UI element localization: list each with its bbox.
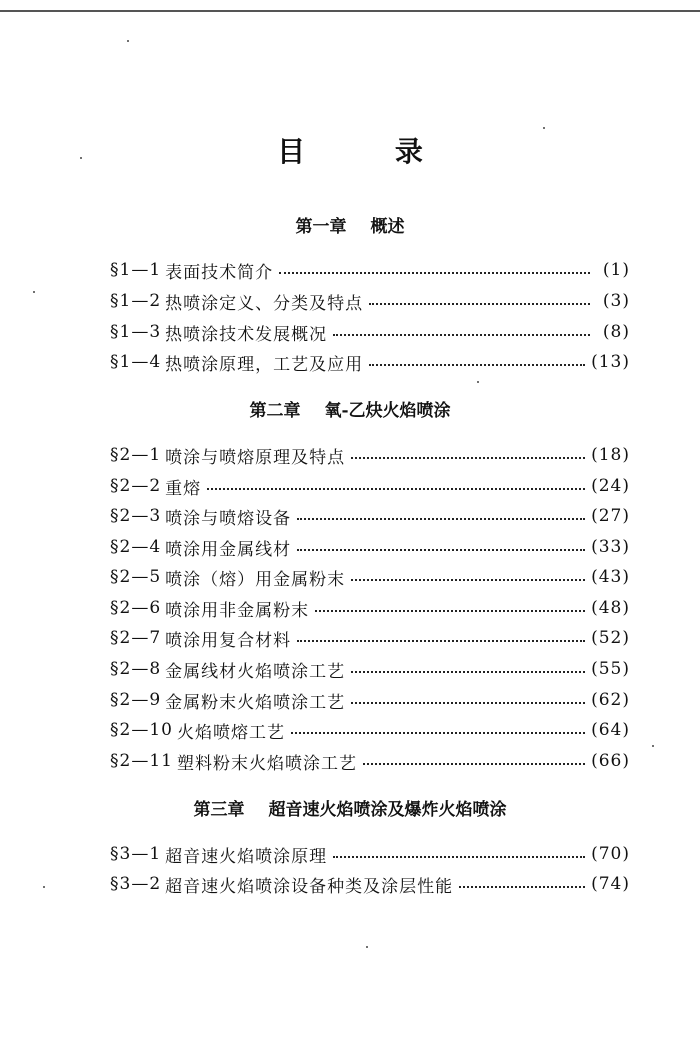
dot-leader [351,670,585,673]
page-title: 目 录 [277,135,463,168]
page-number: (8) [602,322,630,342]
section-title: 喷涂（熔）用金属粉末 [165,569,346,590]
chapter-number: 第三章 [193,800,245,820]
scan-speck [33,291,35,293]
page-number: (24) [591,476,630,496]
scan-speck [127,40,129,42]
section-title: 喷涂与喷熔设备 [165,508,292,529]
section-number: §2—5 [110,567,162,587]
page-number: (70) [591,844,630,864]
page-number: (55) [591,659,630,679]
page-number: (66) [591,751,630,771]
page-number: (48) [591,598,630,618]
section-number: §1—4 [110,352,162,372]
scan-speck [80,157,82,159]
section-number: §2—6 [110,598,162,618]
section-number: §3—2 [110,874,162,894]
top-rule [0,10,700,12]
page-number: (1) [602,260,630,280]
section-title: 金属粉末火焰喷涂工艺 [165,692,346,713]
section-number: §2—8 [110,659,162,679]
toc-entry[interactable] [110,443,630,467]
toc-entry[interactable] [110,535,630,559]
chapter-name: 概述 [370,217,405,237]
section-title: 热喷涂原理，工艺及应用 [165,354,364,375]
section-title: 喷涂用复合材料 [165,630,292,651]
page-number: (13) [591,352,630,372]
chapter-number: 第二章 [249,401,301,421]
dot-leader [297,548,585,551]
section-title: 喷涂用金属线材 [165,539,292,560]
section-number: §2—1 [110,445,162,465]
section-title: 金属线材火焰喷涂工艺 [165,661,346,682]
section-title: 超音速火焰喷涂原理 [165,846,328,867]
section-number: §2—3 [110,506,162,526]
page-number: (52) [591,628,630,648]
page-number: (3) [602,291,630,311]
toc-entry[interactable] [110,504,630,528]
section-title: 喷涂与喷熔原理及特点 [165,447,346,468]
chapter-name: 超音速火焰喷涂及爆炸火焰喷涂 [268,800,507,820]
scan-speck [477,381,479,383]
section-number: §1—1 [110,260,162,280]
toc-entry[interactable] [110,872,630,896]
dot-leader [207,487,585,490]
page-number: (74) [591,874,630,894]
section-number: §1—3 [110,322,162,342]
section-title: 超音速火焰喷涂设备种类及涂层性能 [165,876,454,897]
toc-entry[interactable] [110,258,630,282]
dot-leader [315,609,585,612]
section-number: §2—4 [110,537,162,557]
section-title: 表面技术简介 [165,262,274,283]
dot-leader [369,363,585,366]
dot-leader [363,762,585,765]
chapter-name: 氧-乙炔火焰喷涂 [324,401,451,421]
chapter-heading [0,795,700,820]
toc-entry[interactable] [110,718,630,742]
section-number: §3—1 [110,844,162,864]
section-number: §2—10 [110,720,173,740]
section-title: 塑料粉末火焰喷涂工艺 [176,753,357,774]
toc-entry[interactable] [110,626,630,650]
section-number: §2—11 [110,751,173,771]
toc-entry[interactable] [110,565,630,589]
page-number: (62) [591,690,630,710]
section-number: §2—2 [110,476,162,496]
section-title: 重熔 [165,478,202,499]
dot-leader [279,271,590,274]
section-title: 热喷涂定义、分类及特点 [165,293,364,314]
dot-leader [351,456,585,459]
section-title: 热喷涂技术发展概况 [165,324,328,345]
dot-leader [297,639,585,642]
dot-leader [459,885,585,888]
section-title: 火焰喷熔工艺 [176,722,285,743]
dot-leader [333,855,585,858]
section-number: §1—2 [110,291,162,311]
dot-leader [333,333,590,336]
chapter-heading [0,396,700,421]
toc-entry[interactable] [110,596,630,620]
chapter-number: 第一章 [295,217,347,237]
page-number: (18) [591,445,630,465]
scan-speck [543,127,545,129]
dot-leader [351,701,585,704]
scan-speck [43,886,45,888]
scan-speck [366,946,368,948]
page-number: (43) [591,567,630,587]
toc-entry[interactable] [110,749,630,773]
toc-entry[interactable] [110,289,630,313]
toc-entry[interactable] [110,320,630,344]
section-number: §2—9 [110,690,162,710]
toc-entry[interactable] [110,474,630,498]
dot-leader [291,731,585,734]
dot-leader [351,578,585,581]
section-number: §2—7 [110,628,162,648]
section-title: 喷涂用非金属粉末 [165,600,310,621]
page-number: (33) [591,537,630,557]
chapter-heading [0,212,700,237]
dot-leader [297,517,585,520]
toc-entry[interactable] [110,842,630,866]
toc-entry[interactable] [110,350,630,374]
toc-entry[interactable] [110,657,630,681]
dot-leader [369,302,590,305]
toc-entry[interactable] [110,688,630,712]
page-number: (27) [591,506,630,526]
scan-speck [652,745,654,747]
page-number: (64) [591,720,630,740]
